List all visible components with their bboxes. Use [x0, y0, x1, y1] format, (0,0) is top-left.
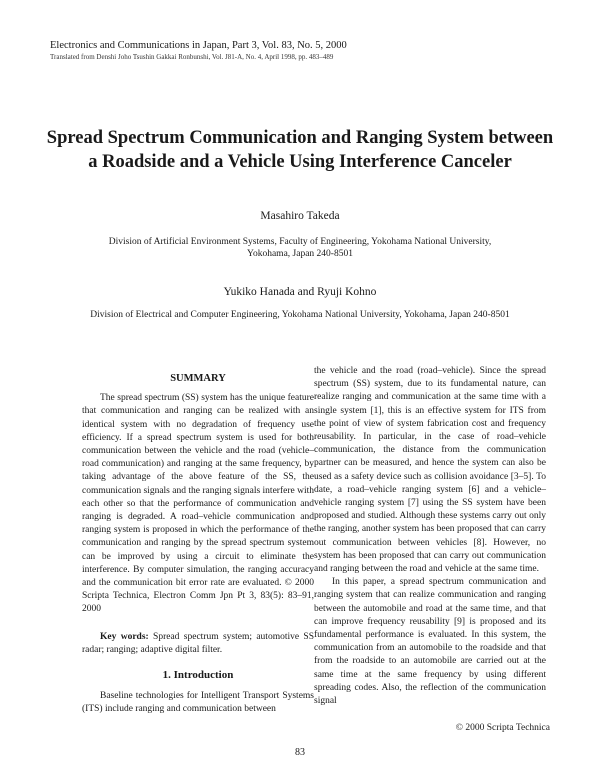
intro-paragraph-1: Baseline technologies for Intelligent Transport Systems (ITS) include ranging and communication between: [82, 691, 314, 715]
summary-heading: SUMMARY: [170, 373, 226, 384]
title-line-2: a Roadside and a Vehicle Using Interference Canceler: [88, 152, 512, 172]
paper-title: [0, 126, 600, 174]
copyright-notice: © 2000 Scripta Technica: [455, 723, 550, 733]
intro-paragraph-1-continued: the vehicle and the road (road–vehicle). Since the spread spectrum (SS) system, due to its fundamental nature, can realize ranging and communication at the same time with a single system [1], this is an effective system for ITS from the point of view of system fabrication cost and frequency reusability. In particular, in the case of road–vehicle communication, the distance from the communication partner can be measured, and hence the system can also be used as a safety device such as collision avoidance [3–5]. To date, a road–vehicle ranging system [6] and a vehicle–vehicle ranging system [7] using the SS system have been proposed and studied. Although these systems carry out only the ranging, another system has been proposed that can carry out communication between vehicles [8]. However, no system has been proposed that can carry out communication and ranging between the road and vehicle at the same time.: [314, 366, 546, 575]
keywords: [82, 631, 314, 657]
affiliation-hanada-kohno: Division of Electrical and Computer Engineering, Yokohama National University, Yokohama, Japan 240-8501: [90, 310, 510, 320]
page-number: 83: [295, 747, 305, 758]
author-takeda: Masahiro Takeda: [260, 210, 340, 222]
keywords-text: Spread spectrum system; automotive SS radar; ranging; adaptive digital filter.: [82, 631, 315, 655]
title-line-1: Spread Spectrum Communication and Ranging System between: [46, 128, 554, 148]
summary-text: The spread spectrum (SS) system has the unique feature that communication and ranging can be realized with an identical system with no degradation of frequency use efficiency. If a spread spectrum system is used for both communication between the vehicle and the road (vehicle–road communication) and ranging at the same frequency, by taking advantage of the above feature of the SS, the communication signals and the ranging signals interfere with each other so that the performance of communication and ranging is degraded. A road–vehicle communication and ranging system is proposed in which the performance of the communication and ranging by the spread spectrum system can be improved by using a circuit to eliminate the interference. By computer simulation, the ranging accuracy and the communication bit error rate are evaluated. © 2000 Scripta Technica, Electron Comm Jpn Pt 3, 83(5): 83–91, 2000: [82, 393, 314, 615]
affiliation-line: Yokohama, Japan 240-8501: [247, 249, 353, 259]
introduction-heading: 1. Introduction: [162, 669, 234, 682]
author-hanada-kohno: Yukiko Hanada and Ryuji Kohno: [223, 286, 377, 298]
keywords-label: Key words:: [100, 631, 149, 642]
affiliation-takeda: [0, 236, 600, 260]
affiliation-line: Division of Artificial Environment Systems, Faculty of Engineering, Yokohama National University,: [108, 237, 492, 247]
journal-citation: Electronics and Communications in Japan, Part 3, Vol. 83, No. 5, 2000: [50, 40, 347, 51]
intro-paragraph-2: In this paper, a spread spectrum communication and ranging system that can realize communication and ranging between the automobile and road at the same time, and that can improve frequency reusability [9] is proposed and its fundamental performance is evaluated. In this system, the communication from an automobile to the roadside and that from the roadside to an automobile are carried out at the same time at the same frequency by using different spreading codes. Also, the reflection of the communication signal: [314, 577, 546, 707]
right-column: [314, 365, 546, 708]
left-column: [82, 372, 314, 717]
translation-note: Translated from Denshi Joho Tsushin Gakkai Ronbunshi, Vol. J81-A, No. 4, April 1998, pp. 483–489: [50, 53, 334, 61]
